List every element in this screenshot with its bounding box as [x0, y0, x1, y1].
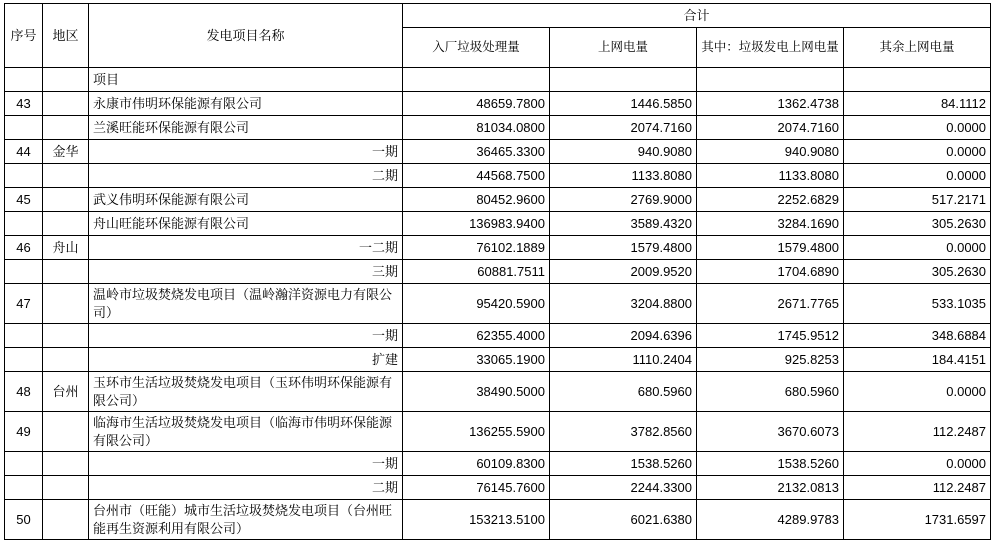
cell-value: 0.0000: [844, 236, 991, 260]
cell-value: 153213.5100: [403, 500, 550, 540]
cell-value: 80452.9600: [403, 188, 550, 212]
cell-value: 0.0000: [844, 372, 991, 412]
cell-value: 1579.4800: [697, 236, 844, 260]
col-header-project-name: 发电项目名称: [89, 4, 403, 68]
cell-value: 3782.8560: [550, 412, 697, 452]
cell-value: 1362.4738: [697, 92, 844, 116]
cell-region: [43, 68, 89, 92]
cell-value: 0.0000: [844, 452, 991, 476]
cell-value: 33065.1900: [403, 348, 550, 372]
cell-value: 2769.9000: [550, 188, 697, 212]
cell-value: 3670.6073: [697, 412, 844, 452]
cell-value: 1731.6597: [844, 500, 991, 540]
cell-region: [43, 212, 89, 236]
cell-value: 348.6884: [844, 324, 991, 348]
cell-project-name: 一期: [89, 324, 403, 348]
col-header-waste-grid-power: 其中：垃圾发电上网电量: [697, 28, 844, 68]
cell-value: 680.5960: [697, 372, 844, 412]
cell-value: 184.4151: [844, 348, 991, 372]
cell-value: 44568.7500: [403, 164, 550, 188]
cell-value: 305.2630: [844, 260, 991, 284]
cell-region: [43, 452, 89, 476]
table-row: [5, 260, 991, 284]
cell-value: 60881.7511: [403, 260, 550, 284]
header-row-top: [5, 4, 991, 28]
cell-project-name: 台州市（旺能）城市生活垃圾焚烧发电项目（台州旺能再生资源利用有限公司）: [89, 500, 403, 540]
cell-value: 76102.1889: [403, 236, 550, 260]
table-row: [5, 500, 991, 540]
col-header-region: 地区: [43, 4, 89, 68]
cell-value: 2671.7765: [697, 284, 844, 324]
cell-value: 6021.6380: [550, 500, 697, 540]
cell-project-name: 项目: [89, 68, 403, 92]
cell-value: [844, 68, 991, 92]
cell-value: 136983.9400: [403, 212, 550, 236]
table-row: [5, 284, 991, 324]
cell-seq: [5, 116, 43, 140]
cell-value: 1133.8080: [550, 164, 697, 188]
cell-seq: 44: [5, 140, 43, 164]
table-row: [5, 140, 991, 164]
table-header: [5, 4, 991, 68]
cell-value: 36465.3300: [403, 140, 550, 164]
cell-value: 95420.5900: [403, 284, 550, 324]
cell-seq: 43: [5, 92, 43, 116]
cell-project-name: 二期: [89, 164, 403, 188]
cell-region: [43, 116, 89, 140]
cell-project-name: 一二期: [89, 236, 403, 260]
cell-value: 0.0000: [844, 116, 991, 140]
cell-value: 940.9080: [697, 140, 844, 164]
table-row: [5, 476, 991, 500]
cell-region: [43, 284, 89, 324]
cell-region: [43, 164, 89, 188]
cell-value: 3284.1690: [697, 212, 844, 236]
table-row: [5, 324, 991, 348]
table-row: [5, 212, 991, 236]
cell-value: 1446.5850: [550, 92, 697, 116]
cell-region: 台州: [43, 372, 89, 412]
cell-value: 517.2171: [844, 188, 991, 212]
cell-value: 1745.9512: [697, 324, 844, 348]
col-header-other-grid-power: 其余上网电量: [844, 28, 991, 68]
cell-seq: 50: [5, 500, 43, 540]
cell-value: 2244.3300: [550, 476, 697, 500]
cell-region: [43, 500, 89, 540]
cell-value: 925.8253: [697, 348, 844, 372]
cell-region: [43, 92, 89, 116]
cell-project-name: 武义伟明环保能源有限公司: [89, 188, 403, 212]
cell-seq: [5, 260, 43, 284]
cell-seq: 48: [5, 372, 43, 412]
cell-project-name: 临海市生活垃圾焚烧发电项目（临海市伟明环保能源有限公司）: [89, 412, 403, 452]
cell-value: 136255.5900: [403, 412, 550, 452]
col-header-waste-intake: 入厂垃圾处理量: [403, 28, 550, 68]
cell-region: [43, 412, 89, 452]
cell-value: 2132.0813: [697, 476, 844, 500]
cell-seq: 46: [5, 236, 43, 260]
cell-value: 3204.8800: [550, 284, 697, 324]
table-row: [5, 68, 991, 92]
cell-value: 2074.7160: [697, 116, 844, 140]
cell-project-name: 温岭市垃圾焚烧发电项目（温岭瀚洋资源电力有限公司）: [89, 284, 403, 324]
cell-value: 1538.5260: [697, 452, 844, 476]
cell-value: 112.2487: [844, 412, 991, 452]
cell-project-name: 舟山旺能环保能源有限公司: [89, 212, 403, 236]
cell-value: 680.5960: [550, 372, 697, 412]
cell-seq: [5, 324, 43, 348]
energy-data-table: [4, 3, 991, 540]
cell-value: 2074.7160: [550, 116, 697, 140]
cell-region: 舟山: [43, 236, 89, 260]
cell-seq: [5, 212, 43, 236]
cell-value: 1110.2404: [550, 348, 697, 372]
cell-value: 0.0000: [844, 164, 991, 188]
cell-seq: 45: [5, 188, 43, 212]
table-row: [5, 116, 991, 140]
cell-region: 金华: [43, 140, 89, 164]
cell-value: 60109.8300: [403, 452, 550, 476]
cell-project-name: 扩建: [89, 348, 403, 372]
cell-value: 0.0000: [844, 140, 991, 164]
cell-seq: [5, 348, 43, 372]
cell-project-name: 兰溪旺能环保能源有限公司: [89, 116, 403, 140]
cell-seq: [5, 68, 43, 92]
cell-value: 76145.7600: [403, 476, 550, 500]
cell-region: [43, 476, 89, 500]
cell-project-name: 三期: [89, 260, 403, 284]
cell-value: 81034.0800: [403, 116, 550, 140]
cell-value: 3589.4320: [550, 212, 697, 236]
cell-value: 48659.7800: [403, 92, 550, 116]
table-body: [5, 68, 991, 540]
cell-value: 84.1112: [844, 92, 991, 116]
table-row: [5, 236, 991, 260]
cell-value: [550, 68, 697, 92]
cell-seq: 49: [5, 412, 43, 452]
cell-seq: 47: [5, 284, 43, 324]
table-row: [5, 348, 991, 372]
cell-region: [43, 260, 89, 284]
cell-project-name: 玉环市生活垃圾焚烧发电项目（玉环伟明环保能源有限公司）: [89, 372, 403, 412]
cell-value: [697, 68, 844, 92]
cell-project-name: 一期: [89, 140, 403, 164]
cell-region: [43, 348, 89, 372]
cell-value: 2252.6829: [697, 188, 844, 212]
cell-project-name: 一期: [89, 452, 403, 476]
table-row: [5, 164, 991, 188]
col-header-grid-power: 上网电量: [550, 28, 697, 68]
cell-value: 1704.6890: [697, 260, 844, 284]
cell-project-name: 永康市伟明环保能源有限公司: [89, 92, 403, 116]
table-row: [5, 452, 991, 476]
cell-value: 112.2487: [844, 476, 991, 500]
table-row: [5, 412, 991, 452]
cell-value: [403, 68, 550, 92]
cell-value: 38490.5000: [403, 372, 550, 412]
cell-value: 62355.4000: [403, 324, 550, 348]
cell-value: 305.2630: [844, 212, 991, 236]
table-row: [5, 188, 991, 212]
col-header-seq: 序号: [5, 4, 43, 68]
table-row: [5, 372, 991, 412]
cell-value: 1538.5260: [550, 452, 697, 476]
cell-value: 2009.9520: [550, 260, 697, 284]
cell-region: [43, 188, 89, 212]
cell-value: 533.1035: [844, 284, 991, 324]
cell-seq: [5, 164, 43, 188]
cell-seq: [5, 476, 43, 500]
cell-value: 2094.6396: [550, 324, 697, 348]
cell-seq: [5, 452, 43, 476]
cell-value: 940.9080: [550, 140, 697, 164]
cell-project-name: 二期: [89, 476, 403, 500]
cell-value: 1579.4800: [550, 236, 697, 260]
cell-value: 1133.8080: [697, 164, 844, 188]
table-row: [5, 92, 991, 116]
cell-value: 4289.9783: [697, 500, 844, 540]
col-header-total-group: 合计: [403, 4, 991, 28]
cell-region: [43, 324, 89, 348]
